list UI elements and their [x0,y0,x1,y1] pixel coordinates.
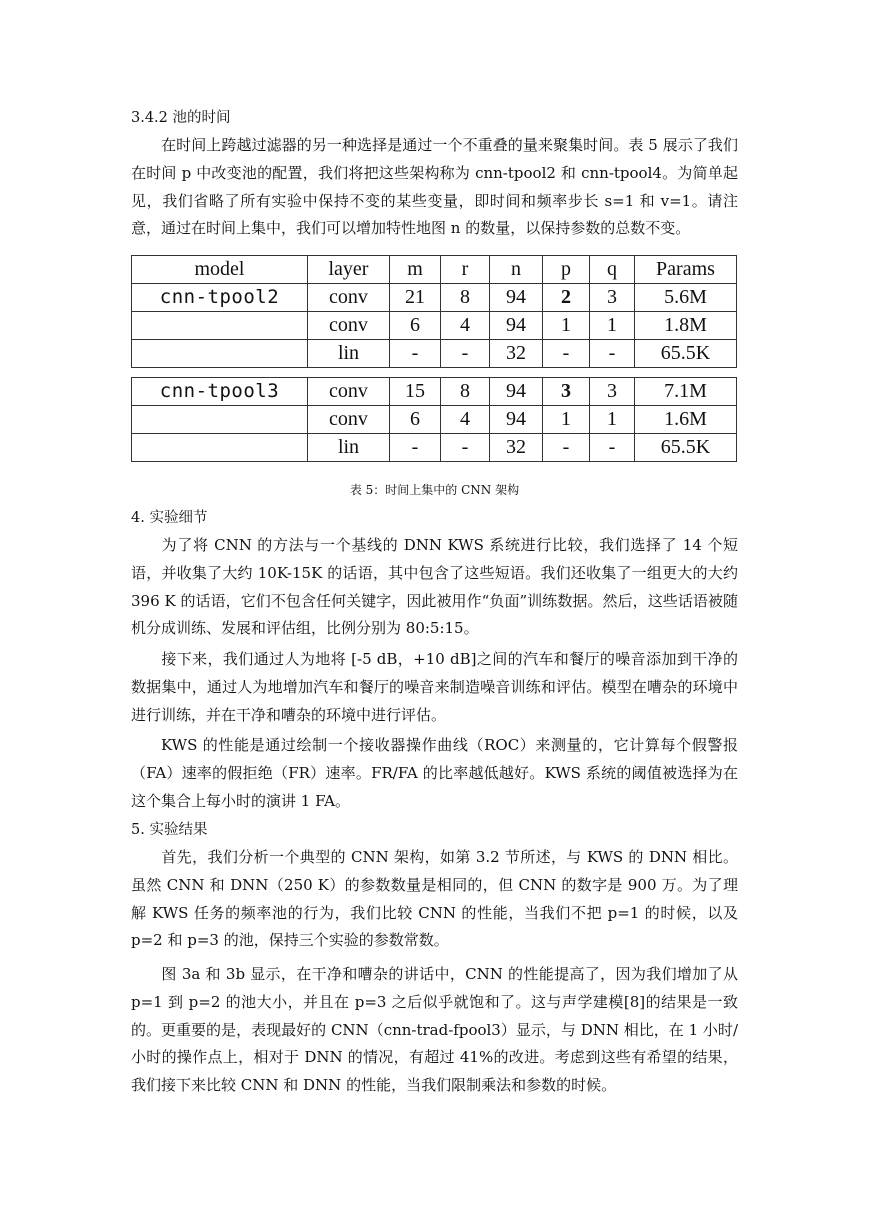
section-heading-4: 4. 实验细节 [131,510,208,526]
table-cell: - [590,340,635,368]
table-cell: 65.5K [635,434,737,462]
table-cell: 7.1M [635,378,737,406]
table-cell: - [390,434,441,462]
header-layer: layer [308,256,390,284]
table-cell [132,406,308,434]
header-m: m [390,256,441,284]
table-cell: 1 [590,406,635,434]
table-cell: - [441,340,490,368]
header-params: Params [635,256,737,284]
table-cell: - [590,434,635,462]
table-row [132,406,737,434]
table-cell: lin [308,340,390,368]
table-cell: 1.6M [635,406,737,434]
architecture-table-group2 [131,377,737,462]
table-cell: - [390,340,441,368]
paragraph-text: 为了将 CNN 的方法与一个基线的 DNN KWS 系统进行比较，我们选择了 14 个短语，并收集了大约 10K-15K 的话语，其中包含了这些短语。我们还收集了一组更大的大约 396 K 的话语，它们不包含任何关键字，因此被用作“负面”训练数据。然后，这些话语被随机分成训练、发展和评估组，比例分别为 80:5:15。 [131,536,738,638]
paragraph-text: KWS 的性能是通过绘制一个接收器操作曲线（ROC）来测量的，它计算每个假警报（FA）速率的假拒绝（FR）速率。FR/FA 的比率越低越好。KWS 系统的阈值被选择为在这个集合上每小时的演讲 1 FA。 [131,736,738,810]
table-row [132,312,737,340]
table-cell [132,312,308,340]
header-n: n [490,256,543,284]
table-cell: 21 [390,284,441,312]
table-cell: 94 [490,284,543,312]
table-cell: 8 [441,378,490,406]
table-cell: conv [308,312,390,340]
paragraph-text: 接下来，我们通过人为地将 [-5 dB，+10 dB]之间的汽车和餐厅的噪音添加到干净的数据集中，通过人为地增加汽车和餐厅的噪音来制造噪音训练和评估。模型在嘈杂的环境中进行训练，并在干净和嘈杂的环境中进行评估。 [131,650,738,724]
table-cell: 3 [543,378,590,406]
table-cell: conv [308,378,390,406]
paragraph-text: 首先，我们分析一个典型的 CNN 架构，如第 3.2 节所述，与 KWS 的 DNN 相比。虽然 CNN 和 DNN（250 K）的参数数量是相同的，但 CNN 的数字是 900 万。为了理解 KWS 任务的频率池的行为，我们比较 CNN 的性能，当我们不把 p=1 的时候，以及 p=2 和 p=3 的池，保持三个实验的参数常数。 [131,848,738,950]
table-cell: 32 [490,340,543,368]
header-q: q [590,256,635,284]
table-cell: 94 [490,378,543,406]
table-cell: 1 [543,406,590,434]
table-cell: 5.6M [635,284,737,312]
paragraph-kws-metric [131,732,738,815]
header-model: model [132,256,308,284]
table-cell: 1 [590,312,635,340]
table-cell: lin [308,434,390,462]
architecture-table-group1 [131,255,737,368]
table-cell: 65.5K [635,340,737,368]
table-row [132,340,737,368]
table-cell: - [543,340,590,368]
table-cell: 8 [441,284,490,312]
table-cell: 6 [390,312,441,340]
table-cell: 3 [590,378,635,406]
header-r: r [441,256,490,284]
table-cell: 6 [390,406,441,434]
section-heading-5: 5. 实验结果 [131,822,208,838]
paragraph-results-1 [131,844,738,955]
table-cell: 3 [590,284,635,312]
paragraph-text: 在时间上跨越过滤器的另一种选择是通过一个不重叠的量来聚集时间。表 5 展示了我们在时间 p 中改变池的配置，我们将把这些架构称为 cnn-tpool2 和 cnn-tpool4。为简单起见，我们省略了所有实验中保持不变的某些变量，即时间和频率步长 s=1 和 v=1。请注意，通过在时间上集中，我们可以增加特性地图 n 的数量，以保持参数的总数不变。 [131,136,738,238]
paragraph-text: 图 3a 和 3b 显示，在干净和嘈杂的讲话中，CNN 的性能提高了，因为我们增加了从 p=1 到 p=2 的池大小，并且在 p=3 之后似乎就饱和了。这与声学建模[8]的结果是一致的。更重要的是，表现最好的 CNN（cnn-trad-fpool3）显示，与 DNN 相比，在 1 小时/小时的操作点上，相对于 DNN 的情况，有超过 41%的改进。考虑到这些有希望的结果，我们接下来比较 CNN 和 DNN 的性能，当我们限制乘法和参数的时候。 [131,965,738,1095]
table-cell [132,434,308,462]
table-cell: - [441,434,490,462]
table-cell: 32 [490,434,543,462]
table-header-row [132,256,737,284]
paragraph-results-2 [131,961,738,1100]
table-cell [132,340,308,368]
table-row [132,434,737,462]
model-name: cnn-tpool2 [132,284,308,312]
paragraph-experiment-setup [131,532,738,643]
paragraph-pooling-in-time [131,132,738,243]
table-cell: conv [308,406,390,434]
section-heading-3-4-2: 3.4.2 池的时间 [131,110,231,126]
header-p: p [543,256,590,284]
table-row [132,284,737,312]
table-cell: 4 [441,312,490,340]
model-name: cnn-tpool3 [132,378,308,406]
table-cell: 2 [543,284,590,312]
table-cell: 94 [490,312,543,340]
table-cell: conv [308,284,390,312]
table-row [132,378,737,406]
table-cell: 94 [490,406,543,434]
paragraph-noise [131,646,738,729]
table-cell: - [543,434,590,462]
table-cell: 15 [390,378,441,406]
table-cell: 1 [543,312,590,340]
table-caption: 表 5：时间上集中的 CNN 架构 [349,483,520,497]
table-cell: 1.8M [635,312,737,340]
table-cell: 4 [441,406,490,434]
